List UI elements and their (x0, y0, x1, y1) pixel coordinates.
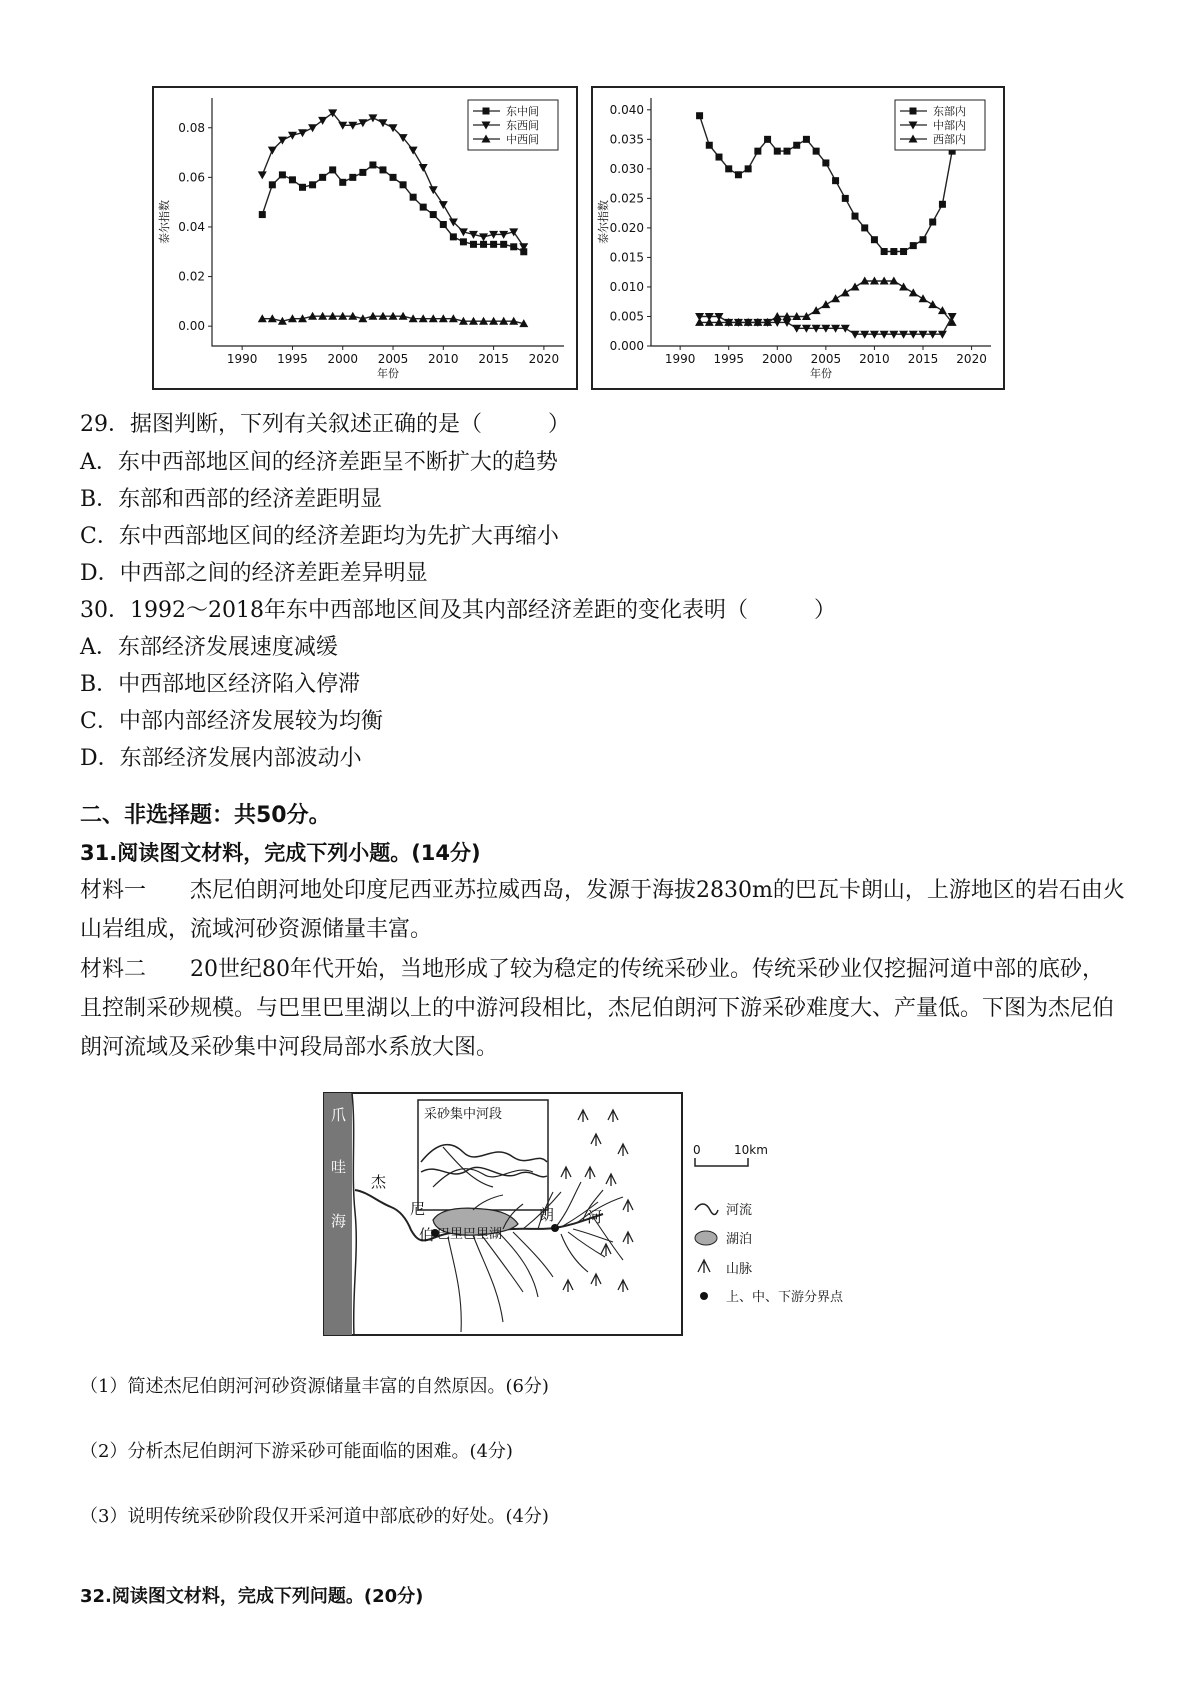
legend-entry: 中西间 (506, 133, 539, 146)
data-point (359, 169, 366, 176)
data-point (871, 236, 878, 243)
chart-interregional (152, 86, 578, 390)
data-point (510, 243, 517, 250)
legend-lake-label: 湖泊 (726, 1232, 753, 1247)
y-tick-label: 0.010 (609, 279, 644, 294)
river-char-5: 河 (587, 1208, 603, 1226)
data-point (735, 171, 742, 178)
data-point (378, 119, 387, 127)
chart-intraregional (591, 86, 1005, 390)
x-tick-label: 1990 (664, 352, 696, 366)
x-tick-label: 2000 (327, 352, 359, 366)
data-point (279, 171, 286, 178)
legend-entry: 西部内 (933, 133, 966, 146)
river-char-3: 伯 (419, 1226, 435, 1244)
data-point (390, 174, 397, 181)
series-3 (695, 277, 957, 326)
data-point (409, 147, 418, 155)
x-tick-label: 2010 (859, 352, 890, 366)
y-tick-label: 0.035 (609, 132, 644, 147)
y-tick-label: 0.020 (609, 220, 644, 235)
data-point (881, 248, 888, 255)
y-tick-label: 0.025 (609, 191, 644, 206)
data-point (793, 142, 800, 149)
data-point (899, 282, 908, 290)
data-point (460, 238, 467, 245)
data-point (852, 213, 859, 220)
scale-bar (695, 1158, 748, 1166)
data-point (774, 148, 781, 155)
data-point (725, 165, 732, 172)
data-point (821, 300, 830, 308)
data-point (308, 124, 317, 132)
data-point (813, 148, 820, 155)
data-point (319, 174, 326, 181)
y-tick-label: 0.02 (178, 269, 205, 284)
legend-lake-icon (695, 1231, 717, 1245)
legend-river-label: 河流 (726, 1203, 753, 1218)
x-tick-label: 2005 (810, 352, 842, 366)
data-point (784, 148, 791, 155)
data-point (429, 186, 438, 194)
river-map (323, 1092, 683, 1336)
y-tick-label: 0.08 (178, 120, 205, 135)
chart-intraregional-svg (593, 88, 1003, 388)
q29-option-b[interactable]: B．东部和西部的经济差距明显 (80, 487, 383, 512)
data-point (439, 201, 448, 209)
y-axis-label: 泰尔指数 (158, 200, 171, 244)
river-char-4: 朗 (539, 1206, 555, 1224)
data-point (716, 154, 723, 161)
scale-label: 10km (734, 1143, 768, 1157)
x-tick-label: 2020 (956, 352, 987, 366)
inset-title: 采砂集中河段 (424, 1107, 503, 1122)
data-point (479, 233, 488, 241)
data-point (268, 147, 277, 155)
data-point (754, 148, 761, 155)
x-tick-label: 2020 (528, 352, 560, 366)
legend-mountain-icon (698, 1260, 710, 1273)
legend-point-icon (700, 1292, 708, 1300)
data-point (909, 288, 918, 296)
river-map-svg (323, 1092, 683, 1336)
data-point (440, 221, 447, 228)
data-point (939, 201, 946, 208)
x-tick-label: 2015 (478, 352, 509, 366)
x-tick-label: 2010 (428, 352, 459, 366)
data-point (745, 165, 752, 172)
q29-option-a[interactable]: A．东中西部地区间的经济差距呈不断扩大的趋势 (80, 450, 558, 475)
data-point (379, 166, 386, 173)
data-point (288, 132, 297, 140)
q31-sub2: （2）分析杰尼伯朗河下游采砂可能面临的困难。(4分) (80, 1441, 513, 1462)
q30-stem: 30．1992～2018年东中西部地区间及其内部经济差距的变化表明（ ） (80, 598, 836, 623)
data-point (910, 242, 917, 249)
data-point (368, 114, 377, 122)
legend-marker (483, 108, 490, 115)
legend-entry: 东中间 (506, 105, 539, 118)
data-point (269, 181, 276, 188)
q32-title: 32.阅读图文材料，完成下列问题。(20分) (80, 1586, 424, 1607)
legend-point-label: 上、中、下游分界点 (726, 1290, 844, 1305)
data-point (764, 136, 771, 143)
y-tick-label: 0.040 (609, 102, 644, 117)
data-point (812, 306, 821, 314)
sea-char-2: 哇 (331, 1158, 347, 1176)
data-point (419, 164, 428, 172)
map-legend (690, 1140, 870, 1310)
data-point (299, 184, 306, 191)
scale-zero: 0 (693, 1143, 701, 1157)
y-tick-label: 0.000 (609, 339, 644, 353)
data-point (706, 142, 713, 149)
q29-stem: 29．据图判断，下列有关叙述正确的是（ ） (80, 412, 570, 437)
lake-label: 巴里巴里湖 (437, 1227, 503, 1242)
data-point (450, 233, 457, 240)
data-point (259, 211, 266, 218)
y-tick-label: 0.04 (178, 219, 205, 234)
q31-title: 31.阅读图文材料，完成下列小题。(14分) (80, 841, 481, 865)
data-point (500, 241, 507, 248)
q31-sub1: （1）简述杰尼伯朗河河砂资源储量丰富的自然原因。(6分) (80, 1376, 549, 1397)
sea-char-3: 海 (331, 1212, 347, 1230)
legend-entry: 东部内 (933, 105, 966, 118)
data-point (339, 179, 346, 186)
x-tick-label: 1995 (713, 352, 744, 366)
x-tick-label: 1995 (277, 352, 308, 366)
q29-option-c[interactable]: C．东中西部地区间的经济差距均为先扩大再缩小 (80, 524, 559, 549)
data-point (938, 306, 947, 314)
q30-option-d[interactable]: D．东部经济发展内部波动小 (80, 746, 362, 771)
river-char-2: 尼 (410, 1200, 426, 1218)
data-point (420, 204, 427, 211)
sea-char-1: 爪 (331, 1106, 347, 1124)
legend-river-icon (695, 1204, 718, 1215)
legend-entry: 中部内 (933, 119, 966, 132)
data-point (470, 241, 477, 248)
y-tick-label: 0.06 (178, 170, 205, 185)
x-tick-label: 2000 (762, 352, 793, 366)
data-point (851, 282, 860, 290)
data-point (832, 177, 839, 184)
chart-interregional-svg (154, 88, 576, 388)
data-point (309, 181, 316, 188)
data-point (920, 236, 927, 243)
q29-option-d[interactable]: D．中西部之间的经济差距差异明显 (80, 561, 428, 586)
x-tick-label: 2015 (907, 352, 939, 366)
y-tick-label: 0.015 (609, 250, 644, 265)
river-char-1: 杰 (371, 1173, 387, 1191)
data-point (490, 241, 497, 248)
x-axis-label: 年份 (810, 367, 832, 380)
legend-mountain-label: 山脉 (726, 1262, 753, 1277)
data-point (349, 174, 356, 181)
data-point (842, 195, 849, 202)
data-point (861, 224, 868, 231)
y-axis-label: 泰尔指数 (597, 200, 610, 244)
q31-sub3: （3）说明传统采砂阶段仅开采河道中部底砂的好处。(4分) (80, 1506, 549, 1527)
data-point (400, 181, 407, 188)
y-tick-label: 0.005 (609, 309, 644, 324)
q30-option-c[interactable]: C．中部内部经济发展较为均衡 (80, 709, 383, 734)
x-tick-label: 1990 (226, 352, 258, 366)
data-point (890, 248, 897, 255)
data-point (929, 219, 936, 226)
data-point (831, 294, 840, 302)
data-point (369, 161, 376, 168)
data-point (410, 194, 417, 201)
q30-option-a[interactable]: A．东部经济发展速度减缓 (80, 635, 338, 660)
data-point (480, 241, 487, 248)
q31-material2: 材料二 20世纪80年代开始，当地形成了较为稳定的传统采砂业。传统采砂业仅挖掘河道中部的底砂，且控制采砂规模。与巴里巴里湖以上的中游河段相比，杰尼伯朗河下游采砂难度大、产量低。下图为杰尼伯朗河流域及采砂集中河段局部水系放大图。 (80, 957, 1115, 1060)
x-axis-label: 年份 (377, 367, 399, 380)
data-point (900, 248, 907, 255)
y-tick-label: 0.00 (178, 319, 205, 334)
y-tick-label: 0.030 (609, 161, 644, 176)
x-tick-label: 2005 (377, 352, 409, 366)
series-1 (259, 161, 527, 255)
data-point (803, 136, 810, 143)
data-point (696, 112, 703, 119)
data-point (928, 300, 937, 308)
data-point (430, 211, 437, 218)
data-point (329, 166, 336, 173)
legend-marker (910, 108, 917, 115)
data-point (258, 171, 267, 179)
data-point (822, 159, 829, 166)
data-point (318, 117, 327, 125)
section-heading: 二、非选择题：共50分。 (80, 803, 331, 828)
legend-entry: 东西间 (506, 119, 539, 132)
q30-option-b[interactable]: B．中西部地区经济陷入停滞 (80, 672, 361, 697)
data-point (919, 294, 928, 302)
data-point (841, 288, 850, 296)
data-point (289, 176, 296, 183)
series-3 (258, 312, 528, 327)
q31-material1: 材料一 杰尼伯朗河地处印度尼西亚苏拉威西岛，发源于海拔2830m的巴瓦卡朗山，上游地区的岩石由火山岩组成，流域河砂资源储量丰富。 (80, 878, 1125, 942)
